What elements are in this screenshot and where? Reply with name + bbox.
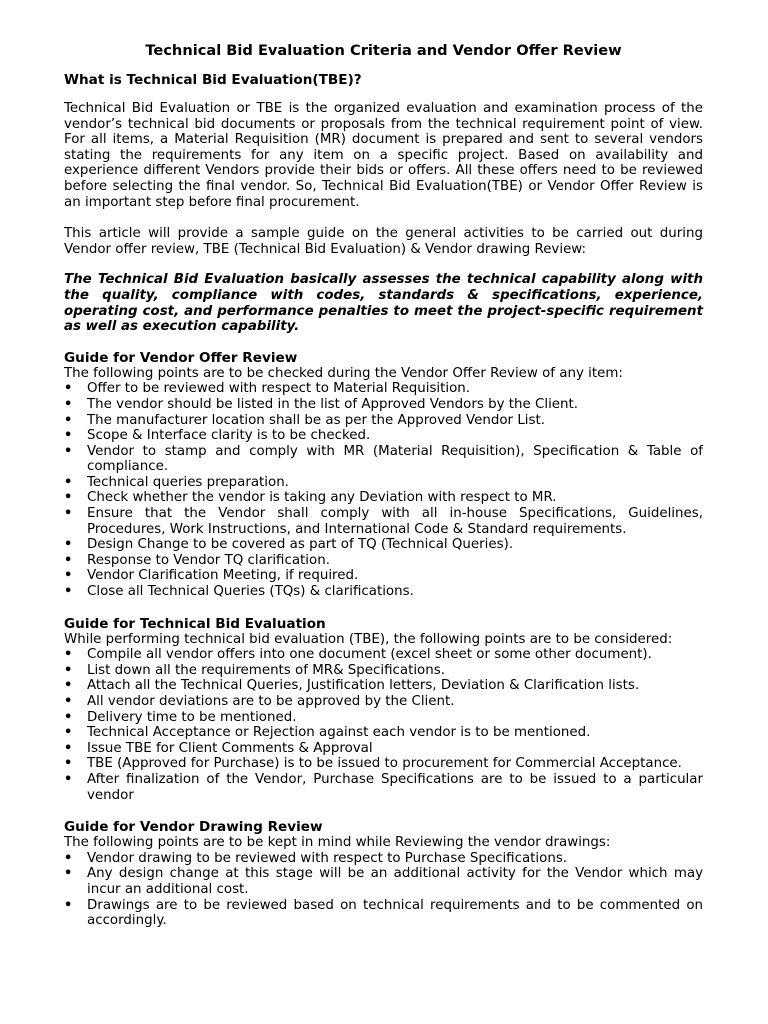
list-item xyxy=(64,568,703,584)
list-item-text: Compile all vendor offers into one document (excel sheet or some other document). xyxy=(87,647,652,663)
bullet-icon: • xyxy=(64,678,73,694)
bullet-icon: • xyxy=(64,897,73,913)
bullet-icon: • xyxy=(64,568,73,584)
list-item xyxy=(64,413,703,429)
list-item-text: Vendor drawing to be reviewed with respect to Purchase Specifications. xyxy=(87,850,568,866)
list-item xyxy=(64,741,703,757)
list-item-text: Vendor Clarification Meeting, if required. xyxy=(87,568,359,584)
document-title: Technical Bid Evaluation Criteria and Vendor Offer Review xyxy=(145,42,622,59)
list-item xyxy=(64,506,703,537)
bullet-icon: • xyxy=(64,850,73,866)
list-item-text: Technical queries preparation. xyxy=(87,474,289,490)
list-item-text: Design Change to be covered as part of TQ (Technical Queries). xyxy=(87,537,514,553)
bullet-icon: • xyxy=(64,756,73,772)
list-item-text: Attach all the Technical Queries, Justification letters, Deviation & Clarification lists. xyxy=(87,678,640,694)
article-paragraph: This article will provide a sample guide on the general activities to be carried out during Vendor offer review, TBE (Technical Bid Evaluation) & Vendor drawing Review: xyxy=(64,226,703,257)
list-item-text: TBE (Approved for Purchase) is to be issued to procurement for Commercial Acceptance. xyxy=(87,756,682,772)
list-item xyxy=(64,710,703,726)
list-item-text: Response to Vendor TQ clarification. xyxy=(87,552,330,568)
list-item-text: List down all the requirements of MR& Specifications. xyxy=(87,662,445,678)
guide-sections xyxy=(64,350,703,929)
bullet-icon: • xyxy=(64,474,73,490)
bullet-icon: • xyxy=(64,506,73,522)
section-heading: Guide for Technical Bid Evaluation xyxy=(64,615,326,632)
question-heading: What is Technical Bid Evaluation(TBE)? xyxy=(64,72,362,88)
list-item-text: Ensure that the Vendor shall comply with all in-house Specifications, Guidelines, Procedures, Work Instructions, and International Code & Standard requirements. xyxy=(87,506,703,537)
bullet-icon: • xyxy=(64,709,73,725)
list-item-text: Close all Technical Queries (TQs) & clarifications. xyxy=(87,584,414,600)
list-item-text: Check whether the vendor is taking any Deviation with respect to MR. xyxy=(87,490,557,506)
bullet-icon: • xyxy=(64,647,73,663)
bullet-icon: • xyxy=(64,443,73,459)
list-item-text: Technical Acceptance or Rejection against each vendor is to be mentioned. xyxy=(87,725,591,741)
bullet-icon: • xyxy=(64,771,73,787)
list-item xyxy=(64,694,703,710)
list-item-text: After finalization of the Vendor, Purchase Specifications are to be issued to a particular vendor xyxy=(87,771,703,803)
list-item-text: Any design change at this stage will be an additional activity for the Vendor which may incur an additional cost. xyxy=(87,866,703,897)
list-item xyxy=(64,898,703,929)
list-item xyxy=(64,537,703,553)
bullet-icon: • xyxy=(64,584,73,600)
list-item xyxy=(64,647,703,663)
bullet-icon: • xyxy=(64,428,73,444)
list-item xyxy=(64,678,703,694)
list-item xyxy=(64,553,703,569)
section-lead: While performing technical bid evaluation (TBE), the following points are to be considered: xyxy=(64,631,673,647)
bullet-icon: • xyxy=(64,552,73,568)
bullet-list xyxy=(64,647,703,803)
section-lead: The following points are to be kept in mind while Reviewing the vendor drawings: xyxy=(64,835,611,851)
list-item xyxy=(64,381,703,397)
list-item-text: Issue TBE for Client Comments & Approval xyxy=(87,740,373,756)
bullet-icon: • xyxy=(64,537,73,553)
bullet-list xyxy=(64,381,703,599)
list-item xyxy=(64,756,703,772)
list-item-text: Vendor to stamp and comply with MR (Material Requisition), Specification & Table of compliance. xyxy=(87,443,703,475)
intro-paragraph: Technical Bid Evaluation or TBE is the organized evaluation and examination process of the vendor’s technical bid documents or proposals from the technical requirement point of view. For all items, a Material Requisition (MR) document is prepared and sent to several vendors stating the requirements for any item on a specific project. Based on availability and experience different Vendors provide their bids or offers. All these offers need to be reviewed before selecting the final vendor. So, Technical Bid Evaluation(TBE) or Vendor Offer Review is an important step before final procurement. xyxy=(64,101,703,210)
list-item xyxy=(64,490,703,506)
list-item xyxy=(64,725,703,741)
bullet-icon: • xyxy=(64,725,73,741)
bullet-list xyxy=(64,851,703,929)
list-item-text: Delivery time to be mentioned. xyxy=(87,709,297,725)
list-item-text: The vendor should be listed in the list of Approved Vendors by the Client. xyxy=(87,396,579,412)
list-item xyxy=(64,851,703,867)
list-item xyxy=(64,866,703,897)
list-item xyxy=(64,428,703,444)
list-item-text: Offer to be reviewed with respect to Material Requisition. xyxy=(87,381,471,397)
list-item xyxy=(64,772,703,803)
list-item-text: The manufacturer location shall be as per the Approved Vendor List. xyxy=(87,412,545,428)
bullet-icon: • xyxy=(64,412,73,428)
list-item xyxy=(64,584,703,600)
bullet-icon: • xyxy=(64,694,73,709)
bullet-icon: • xyxy=(64,396,73,412)
bullet-icon: • xyxy=(64,740,73,756)
bullet-icon: • xyxy=(64,662,73,678)
list-item xyxy=(64,397,703,413)
section-heading: Guide for Vendor Drawing Review xyxy=(64,819,323,836)
section-heading: Guide for Vendor Offer Review xyxy=(64,349,298,366)
bullet-icon: • xyxy=(64,490,73,506)
list-item-text: All vendor deviations are to be approved by the Client. xyxy=(87,694,455,709)
bullet-icon: • xyxy=(64,381,73,397)
list-item-text: Drawings are to be reviewed based on technical requirements and to be commented on accordingly. xyxy=(87,897,703,929)
bullet-icon: • xyxy=(64,866,73,882)
list-item xyxy=(64,475,703,491)
list-item-text: Scope & Interface clarity is to be checked. xyxy=(87,428,371,444)
list-item xyxy=(64,663,703,679)
list-item xyxy=(64,444,703,475)
emphasis-paragraph: The Technical Bid Evaluation basically assesses the technical capability along with the quality, compliance with codes, standards & specifications, experience, operating cost, and performance penalties to meet the project-specific requirement as well as execution capability. xyxy=(64,272,703,335)
section-lead: The following points are to be checked during the Vendor Offer Review of any item: xyxy=(64,365,623,381)
